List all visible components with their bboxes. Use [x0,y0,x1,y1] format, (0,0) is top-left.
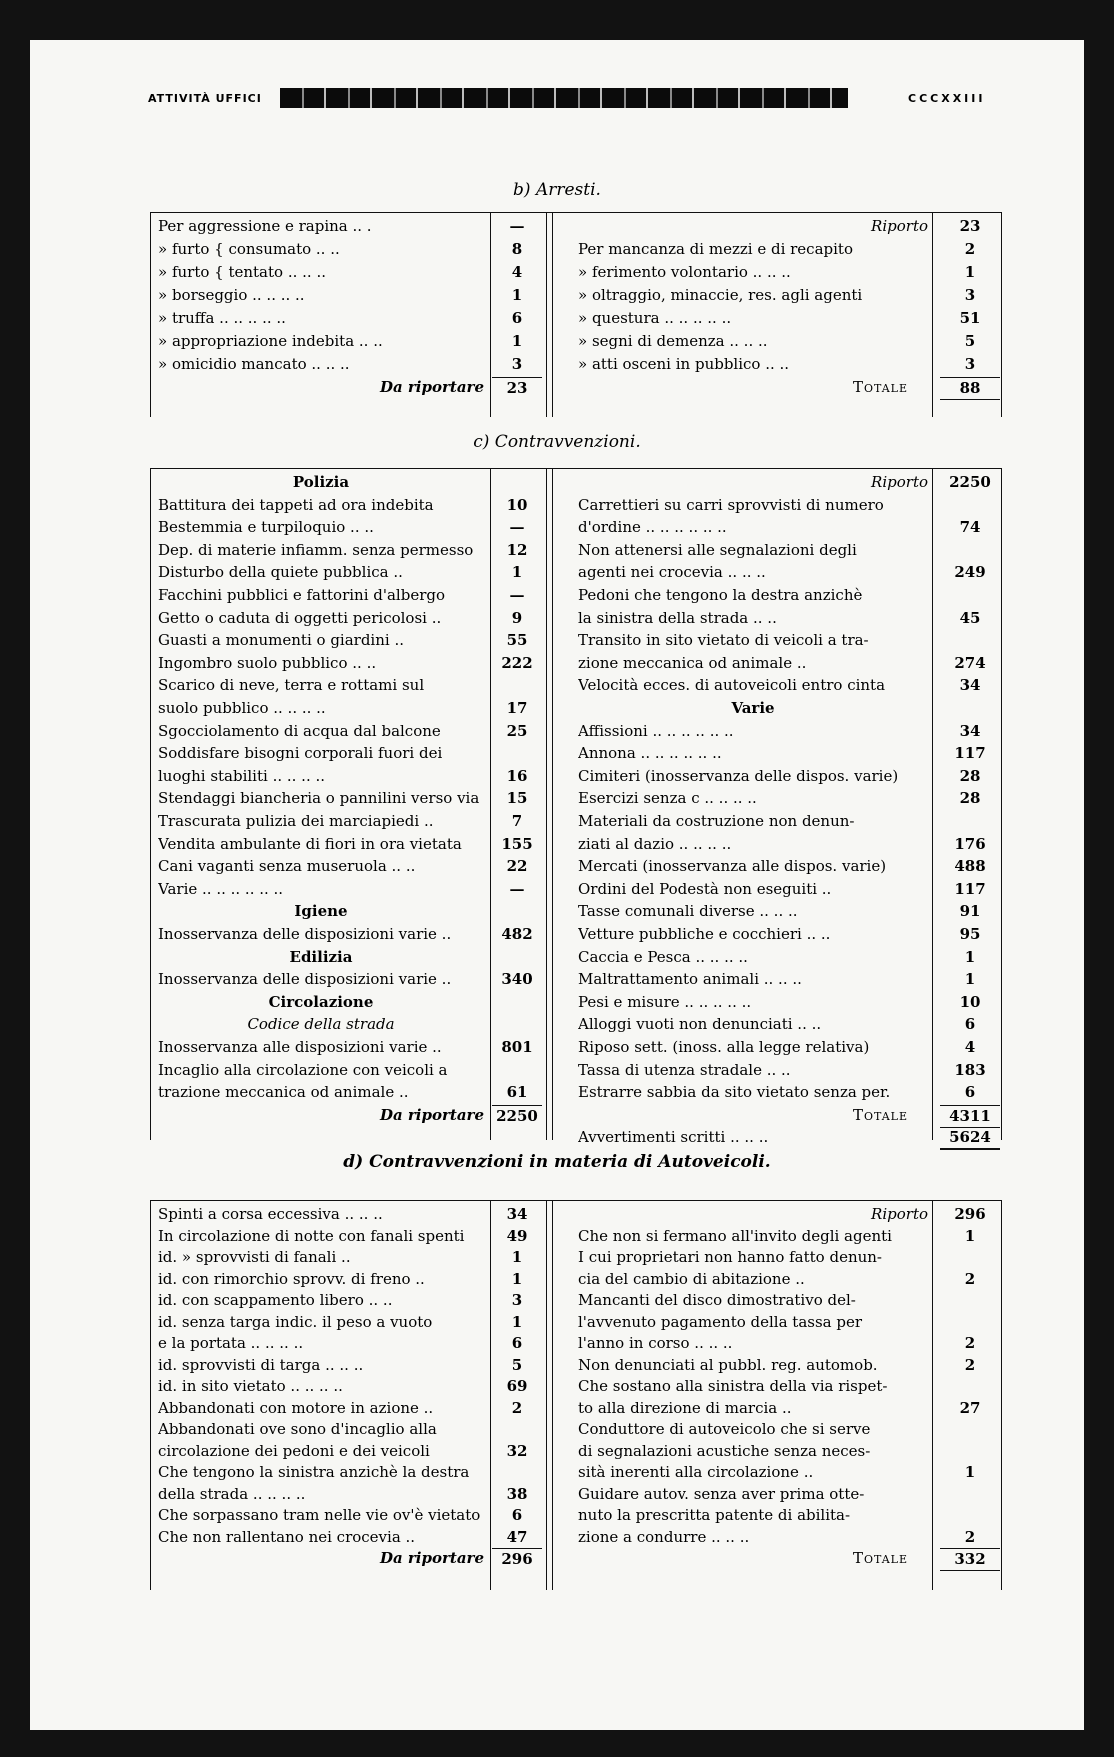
autoveicoli-right-label: l'anno in corso .. .. .. [578,1334,733,1352]
autoveicoli-left-label: Abbandonati ove sono d'incaglio alla [158,1420,437,1438]
contravvenzioni-right-value: 176 [954,834,986,853]
contravvenzioni-left-value: 16 [506,766,528,785]
autoveicoli-left-label: id. con rimorchio sprovv. di freno .. [158,1269,425,1288]
contravvenzioni-extra-row [150,1127,1002,1148]
contravvenzioni-right-row [150,1014,1002,1035]
contravvenzioni-left-label: luoghi stabiliti .. .. .. .. [158,766,326,785]
contravvenzioni-left-value: — [509,518,525,537]
autoveicoli-right-value: 1 [964,1226,976,1245]
autoveicoli-left-value: 1 [511,1248,523,1266]
arresti-right-label: » oltraggio, minaccie, res. agli agenti [578,286,863,304]
autoveicoli-right-label: di segnalazioni acustiche senza neces- [578,1441,871,1460]
autoveicoli-left-label: Abbandonati con motore in azione .. [158,1398,434,1417]
autoveicoli-right-label: Non denunciati al pubbl. reg. automob. [578,1355,878,1374]
contravvenzioni-right-row [150,675,1002,696]
autoveicoli-left-label: Che non rallentano nei crocevia .. [158,1527,416,1546]
arresti-right-label: » atti osceni in pubblico .. .. [578,355,790,373]
arresti-right-row [150,239,1002,260]
contravvenzioni-extra-value: 5624 [940,1127,1000,1150]
autoveicoli-total-row [150,1548,1002,1569]
arresti-right-label: » segni di demenza .. .. .. [578,332,768,350]
arresti-right-carry-value: 23 [959,217,981,235]
autoveicoli-left-label: id. in sito vietato .. .. .. .. [158,1377,343,1395]
arresti-right-row [150,285,1002,306]
arresti-right-value: 51 [959,309,981,327]
contravvenzioni-right-label: Alloggi vuoti non denunciati .. .. [578,1015,822,1034]
contravvenzioni-right-row [150,788,1002,809]
contravvenzioni-left-value: — [509,586,525,604]
arresti-left-carry-label: Da riportare [379,378,484,396]
contravvenzioni-right-label: Pedoni che tengono la destra anzichè [578,586,863,604]
arresti-right-label: Per mancanza di mezzi e di recapito [578,240,853,258]
autoveicoli-right-carry-label: Riporto [871,1205,928,1223]
autoveicoli-right-row [150,1312,1002,1333]
arresti-left-label: » borseggio .. .. .. .. [158,286,305,304]
autoveicoli-right-label: cia del cambio di abitazione .. [578,1269,805,1288]
contravvenzioni-right-label: la sinistra della strada .. .. [578,608,777,627]
autoveicoli-rule-top [150,1200,1002,1201]
autoveicoli-left-value: 69 [506,1377,528,1395]
contravvenzioni-left-value: 1 [511,563,523,582]
header-banner-bar [280,88,848,108]
autoveicoli-left-value: 2 [511,1398,523,1417]
autoveicoli-table [150,1200,1002,1590]
contravvenzioni-right-value: 34 [959,721,981,740]
contravvenzioni-right-row [150,630,1002,651]
contravvenzioni-right-label: Velocità ecces. di autoveicoli entro cinta [578,676,886,695]
arresti-left-label: Per aggressione e rapina .. . [158,217,372,235]
autoveicoli-left-label: id. con scappamento libero .. .. [158,1291,393,1309]
contravvenzioni-left-value: 155 [501,834,533,853]
contravvenzioni-left-label: Cani vaganti senza museruola .. .. [158,857,416,876]
contravvenzioni-right-label: Tassa di utenza stradale .. .. [578,1060,791,1079]
autoveicoli-left-value: 49 [506,1226,528,1245]
contravvenzioni-left-value: 801 [501,1038,533,1056]
contravvenzioni-right-row [150,562,1002,583]
contravvenzioni-right-label: Caccia e Pesca .. .. .. .. [578,947,748,966]
contravvenzioni-right-label: zione meccanica od animale .. [578,653,807,672]
contravvenzioni-right-label: Maltrattamento animali .. .. .. [578,970,802,989]
autoveicoli-right-label: nuto la prescritta patente di abilita- [578,1506,851,1524]
contravvenzioni-right-label: Affissioni .. .. .. .. .. .. [578,721,734,740]
contravvenzioni-left-value: 17 [506,699,528,717]
contravvenzioni-right-row [150,743,1002,764]
autoveicoli-right-row [150,1462,1002,1483]
section-title-arresti: b) Arresti. [513,180,601,200]
contravvenzioni-right-label: Varie [731,699,775,717]
contravvenzioni-right-row [150,585,1002,606]
autoveicoli-right-row [150,1333,1002,1354]
autoveicoli-left-value: 5 [511,1355,523,1374]
contravvenzioni-right-row [150,608,1002,629]
contravvenzioni-right-row [150,721,1002,742]
arresti-right-carry-label: Riporto [871,217,928,235]
arresti-right-label: » ferimento volontario .. .. .. [578,263,791,281]
contravvenzioni-right-row [150,698,1002,719]
contravvenzioni-left-label: Sgocciolamento di acqua dal balcone [158,721,441,740]
autoveicoli-right-row [150,1376,1002,1397]
autoveicoli-right-value: 2 [964,1527,976,1546]
contravvenzioni-right-row [150,1037,1002,1058]
contravvenzioni-left-value: 15 [506,789,528,808]
contravvenzioni-right-label: Pesi e misure .. .. .. .. .. [578,992,752,1011]
autoveicoli-right-label: Che non si fermano all'invito degli agenti [578,1226,892,1245]
arresti-left-label: » omicidio mancato .. .. .. [158,355,350,373]
autoveicoli-left-label: Che tengono la sinistra anzichè la destra [158,1463,470,1481]
autoveicoli-right-row [150,1419,1002,1440]
autoveicoli-right-row [150,1527,1002,1548]
contravvenzioni-left-value: 340 [501,970,533,989]
contravvenzioni-right-row [150,992,1002,1013]
autoveicoli-left-label: id. senza targa indic. il peso a vuoto [158,1312,433,1331]
contravvenzioni-right-row [150,834,1002,855]
contravvenzioni-right-label: Tasse comunali diverse .. .. .. [578,902,798,921]
autoveicoli-right-value: 27 [959,1398,981,1417]
autoveicoli-left-value: 1 [511,1312,523,1331]
contravvenzioni-right-label: Mercati (inosservanza alle dispos. varie) [578,857,887,876]
contravvenzioni-left-label: Circolazione [268,992,374,1011]
contravvenzioni-right-value: 45 [959,608,981,627]
autoveicoli-right-row [150,1505,1002,1526]
arresti-left-value: — [509,217,525,235]
contravvenzioni-right-value: 28 [959,789,981,808]
autoveicoli-right-row [150,1290,1002,1311]
autoveicoli-right-label: Conduttore di autoveicolo che si serve [578,1420,871,1438]
contravvenzioni-left-label: suolo pubblico .. .. .. .. [158,699,326,717]
arresti-right-row [150,308,1002,329]
autoveicoli-right-row [150,1398,1002,1419]
contravvenzioni-right-label: Materiali da costruzione non denun- [578,812,855,830]
contravvenzioni-left-label: Soddisfare bisogni corporali fuori dei [158,744,443,763]
arresti-left-label: » furto { consumato .. .. [158,240,340,258]
contravvenzioni-left-label: Guasti a monumenti o giardini .. [158,631,404,650]
autoveicoli-right-label: zione a condurre .. .. .. [578,1527,750,1546]
contravvenzioni-left-value: 55 [506,631,528,650]
arresti-left-label: » appropriazione indebita .. .. [158,332,383,350]
autoveicoli-left-value: 32 [506,1441,528,1460]
arresti-left-value: 1 [511,286,523,304]
autoveicoli-right-label: Che sostano alla sinistra della via rispet- [578,1377,888,1395]
contravvenzioni-left-label: Inosservanza delle disposizioni varie .. [158,970,452,989]
contravvenzioni-right-value: 1 [964,947,976,966]
section-title-contravvenzioni: c) Contravvenzioni. [473,432,641,452]
arresti-left-carry-value: 23 [492,377,542,399]
arresti-right-value: 1 [964,263,976,281]
contravvenzioni-left-label: Inosservanza alle disposizioni varie .. [158,1038,442,1056]
contravvenzioni-left-label: Ingombro suolo pubblico .. .. [158,653,377,672]
arresti-left-value: 1 [511,332,523,350]
arresti-right-value: 2 [964,240,976,258]
contravvenzioni-right-label: Vetture pubbliche e cocchieri .. .. [578,925,831,943]
arresti-total-value: 88 [940,377,1000,400]
autoveicoli-left-carry-value: 296 [492,1548,542,1570]
contravvenzioni-right-value: 117 [954,744,986,763]
contravvenzioni-right-label: Estrarre sabbia da sito vietato senza per. [578,1083,891,1102]
autoveicoli-right-value: 2 [964,1355,976,1374]
arresti-right-row [150,331,1002,352]
arresti-right-value: 3 [964,355,976,373]
contravvenzioni-right-value: 74 [959,518,981,537]
contravvenzioni-right-value: 1 [964,970,976,989]
contravvenzioni-right-carry-label: Riporto [871,473,928,491]
contravvenzioni-right-carry-value: 2250 [949,473,991,491]
contravvenzioni-left-value: 222 [501,653,533,672]
contravvenzioni-left-label: Bestemmia e turpiloquio .. .. [158,518,374,537]
autoveicoli-left-value: 6 [511,1334,523,1352]
contravvenzioni-left-label: Battitura dei tappeti ad ora indebita [158,495,434,514]
contravvenzioni-right-value: 6 [964,1083,976,1102]
contravvenzioni-left-value: 12 [506,540,528,559]
contravvenzioni-left-label: Trascurata pulizia dei marciapiedi .. [158,812,434,830]
contravvenzioni-left-label: Polizia [292,473,350,491]
contravvenzioni-left-label: Stendaggi biancheria o pannilini verso via [158,789,480,808]
contravvenzioni-right-label: ziati al dazio .. .. .. .. [578,834,732,853]
arresti-right-carry-row [150,216,1002,237]
autoveicoli-left-carry-label: Da riportare [379,1549,484,1567]
contravvenzioni-right-value: 488 [954,857,986,876]
autoveicoli-left-label: Spinti a corsa eccessiva .. .. .. [158,1205,383,1223]
contravvenzioni-right-row [150,947,1002,968]
contravvenzioni-right-label: Carrettieri su carri sprovvisti di numero [578,495,884,514]
autoveicoli-right-label: l'avvenuto pagamento della tassa per [578,1312,863,1331]
autoveicoli-total-value: 332 [940,1548,1000,1571]
contravvenzioni-right-value: 95 [959,925,981,943]
contravvenzioni-left-value: 7 [511,812,523,830]
contravvenzioni-right-value: 4 [964,1038,976,1056]
contravvenzioni-left-value: — [509,879,525,898]
arresti-left-value: 8 [511,240,523,258]
arresti-left-value: 4 [511,263,523,281]
contravvenzioni-total-value: 4311 [940,1105,1000,1128]
autoveicoli-right-label: to alla direzione di marcia .. [578,1398,792,1417]
contravvenzioni-left-value: 25 [506,721,528,740]
autoveicoli-right-value: 2 [964,1269,976,1288]
autoveicoli-right-row [150,1355,1002,1376]
autoveicoli-right-label: I cui proprietari non hanno fatto denun- [578,1248,882,1266]
autoveicoli-left-label: circolazione dei pedoni e dei veicoli [158,1441,430,1460]
contravvenzioni-right-row [150,811,1002,832]
arresti-right-label: » questura .. .. .. .. .. [578,309,732,327]
contravvenzioni-right-value: 91 [959,902,981,921]
contravvenzioni-right-value: 34 [959,676,981,695]
contravvenzioni-right-row [150,969,1002,990]
contravvenzioni-right-row [150,766,1002,787]
contravvenzioni-left-value: 482 [501,925,533,943]
contravvenzioni-right-row [150,924,1002,945]
contravvenzioni-right-label: Riposo sett. (inoss. alla legge relativa) [578,1038,870,1056]
contravvenzioni-left-label: Vendita ambulante di fiori in ora vietata [158,834,462,853]
autoveicoli-left-value: 47 [506,1527,528,1546]
contravvenzioni-right-label: Transito in sito vietato di veicoli a tra- [578,631,869,650]
contravvenzioni-left-label: Igiene [294,902,348,921]
contravvenzioni-right-value: 183 [954,1060,986,1079]
contravvenzioni-left-value: 9 [511,608,523,627]
autoveicoli-right-row [150,1484,1002,1505]
contravvenzioni-left-label: Codice della strada [247,1015,395,1034]
contravvenzioni-right-label: Ordini del Podestà non eseguiti .. [578,879,832,898]
autoveicoli-right-row [150,1247,1002,1268]
autoveicoli-left-value: 1 [511,1269,523,1288]
arresti-total-label: Totale [852,378,908,396]
contravvenzioni-left-value: 22 [506,857,528,876]
contravvenzioni-right-label: Annona .. .. .. .. .. .. [578,744,722,763]
contravvenzioni-left-value: 61 [506,1083,528,1102]
contravvenzioni-right-value: 274 [954,653,986,672]
header-left: ATTIVITÀ UFFICI [148,92,262,105]
contravvenzioni-left-value: 10 [506,495,528,514]
arresti-right-row [150,354,1002,375]
autoveicoli-left-value: 6 [511,1506,523,1524]
contravvenzioni-left-carry-label: Da riportare [379,1105,484,1124]
contravvenzioni-right-row [150,517,1002,538]
contravvenzioni-total-label: Totale [852,1105,908,1124]
contravvenzioni-left-label: Disturbo della quiete pubblica .. [158,563,403,582]
contravvenzioni-right-row [150,540,1002,561]
autoveicoli-right-label: Mancanti del disco dimostrativo del- [578,1291,856,1309]
contravvenzioni-right-row [150,495,1002,516]
contravvenzioni-right-row [150,1082,1002,1103]
contravvenzioni-right-value: 249 [954,563,986,582]
contravvenzioni-right-label: d'ordine .. .. .. .. .. .. [578,518,727,537]
autoveicoli-left-label: e la portata .. .. .. .. [158,1334,304,1352]
arresti-left-value: 3 [511,355,523,373]
contravvenzioni-left-label: Edilizia [289,947,353,966]
contravvenzioni-right-row [150,856,1002,877]
contravvenzioni-right-value: 28 [959,766,981,785]
contravvenzioni-right-label: Esercizi senza c .. .. .. .. [578,789,757,808]
arresti-left-value: 6 [511,309,523,327]
section-title-autoveicoli: d) Contravvenzioni in materia di Autoveicoli. [343,1152,771,1172]
contravvenzioni-total-row [150,1105,1002,1126]
autoveicoli-left-value: 34 [506,1205,528,1223]
autoveicoli-right-value: 2 [964,1334,976,1352]
autoveicoli-left-label: id. sprovvisti di targa .. .. .. [158,1355,364,1374]
autoveicoli-left-value: 3 [511,1291,523,1309]
contravvenzioni-rule-top [150,468,1002,469]
autoveicoli-right-row [150,1269,1002,1290]
contravvenzioni-left-label: Inosservanza delle disposizioni varie .. [158,925,452,943]
contravvenzioni-right-carry-row [150,472,1002,493]
arresti-table [150,212,1002,417]
arresti-total-row [150,377,1002,398]
contravvenzioni-left-label: Dep. di materie infiamm. senza permesso [158,540,474,559]
arresti-right-value: 3 [964,286,976,304]
contravvenzioni-left-label: Varie .. .. .. .. .. .. [158,879,284,898]
autoveicoli-left-label: Che sorpassano tram nelle vie ov'è vietato [158,1506,481,1524]
contravvenzioni-right-value: 6 [964,1015,976,1034]
autoveicoli-left-label: In circolazione di notte con fanali spenti [158,1226,465,1245]
autoveicoli-left-label: della strada .. .. .. .. [158,1484,306,1503]
contravvenzioni-left-label: Facchini pubblici e fattorini d'albergo [158,586,446,604]
contravvenzioni-right-value: 117 [954,879,986,898]
contravvenzioni-right-row [150,901,1002,922]
autoveicoli-left-value: 38 [506,1484,528,1503]
contravvenzioni-right-row [150,1060,1002,1081]
header-page-number: CCCXXIII [908,92,986,105]
autoveicoli-right-label: Guidare autov. senza aver prima otte- [578,1484,865,1503]
contravvenzioni-left-label: Getto o caduta di oggetti pericolosi .. [158,608,442,627]
contravvenzioni-left-carry-value: 2250 [492,1105,542,1127]
autoveicoli-right-row [150,1441,1002,1462]
autoveicoli-left-label: id. » sprovvisti di fanali .. [158,1248,351,1266]
autoveicoli-total-label: Totale [852,1549,908,1567]
arresti-left-label: » furto { tentato .. .. .. [158,263,326,281]
arresti-left-label: » truffa .. .. .. .. .. [158,309,286,327]
arresti-rule-top [150,212,1002,213]
contravvenzioni-right-row [150,653,1002,674]
contravvenzioni-right-value: 10 [959,992,981,1011]
contravvenzioni-right-label: Non attenersi alle segnalazioni degli [578,540,857,559]
autoveicoli-right-label: sità inerenti alla circolazione .. [578,1463,814,1481]
contravvenzioni-left-label: trazione meccanica od animale .. [158,1083,409,1102]
contravvenzioni-left-label: Scarico di neve, terra e rottami sul [158,676,425,695]
contravvenzioni-right-row [150,879,1002,900]
contravvenzioni-table [150,468,1002,1147]
contravvenzioni-extra-label: Avvertimenti scritti .. .. .. [578,1128,769,1147]
autoveicoli-right-value: 1 [964,1463,976,1481]
autoveicoli-right-row [150,1226,1002,1247]
arresti-right-value: 5 [964,332,976,350]
contravvenzioni-left-label: Incaglio alla circolazione con veicoli a [158,1060,448,1079]
autoveicoli-right-carry-row [150,1204,1002,1225]
autoveicoli-right-carry-value: 296 [954,1205,986,1223]
contravvenzioni-right-label: agenti nei crocevia .. .. .. [578,563,766,582]
arresti-right-row [150,262,1002,283]
contravvenzioni-right-label: Cimiteri (inosservanza delle dispos. varie) [578,766,899,785]
